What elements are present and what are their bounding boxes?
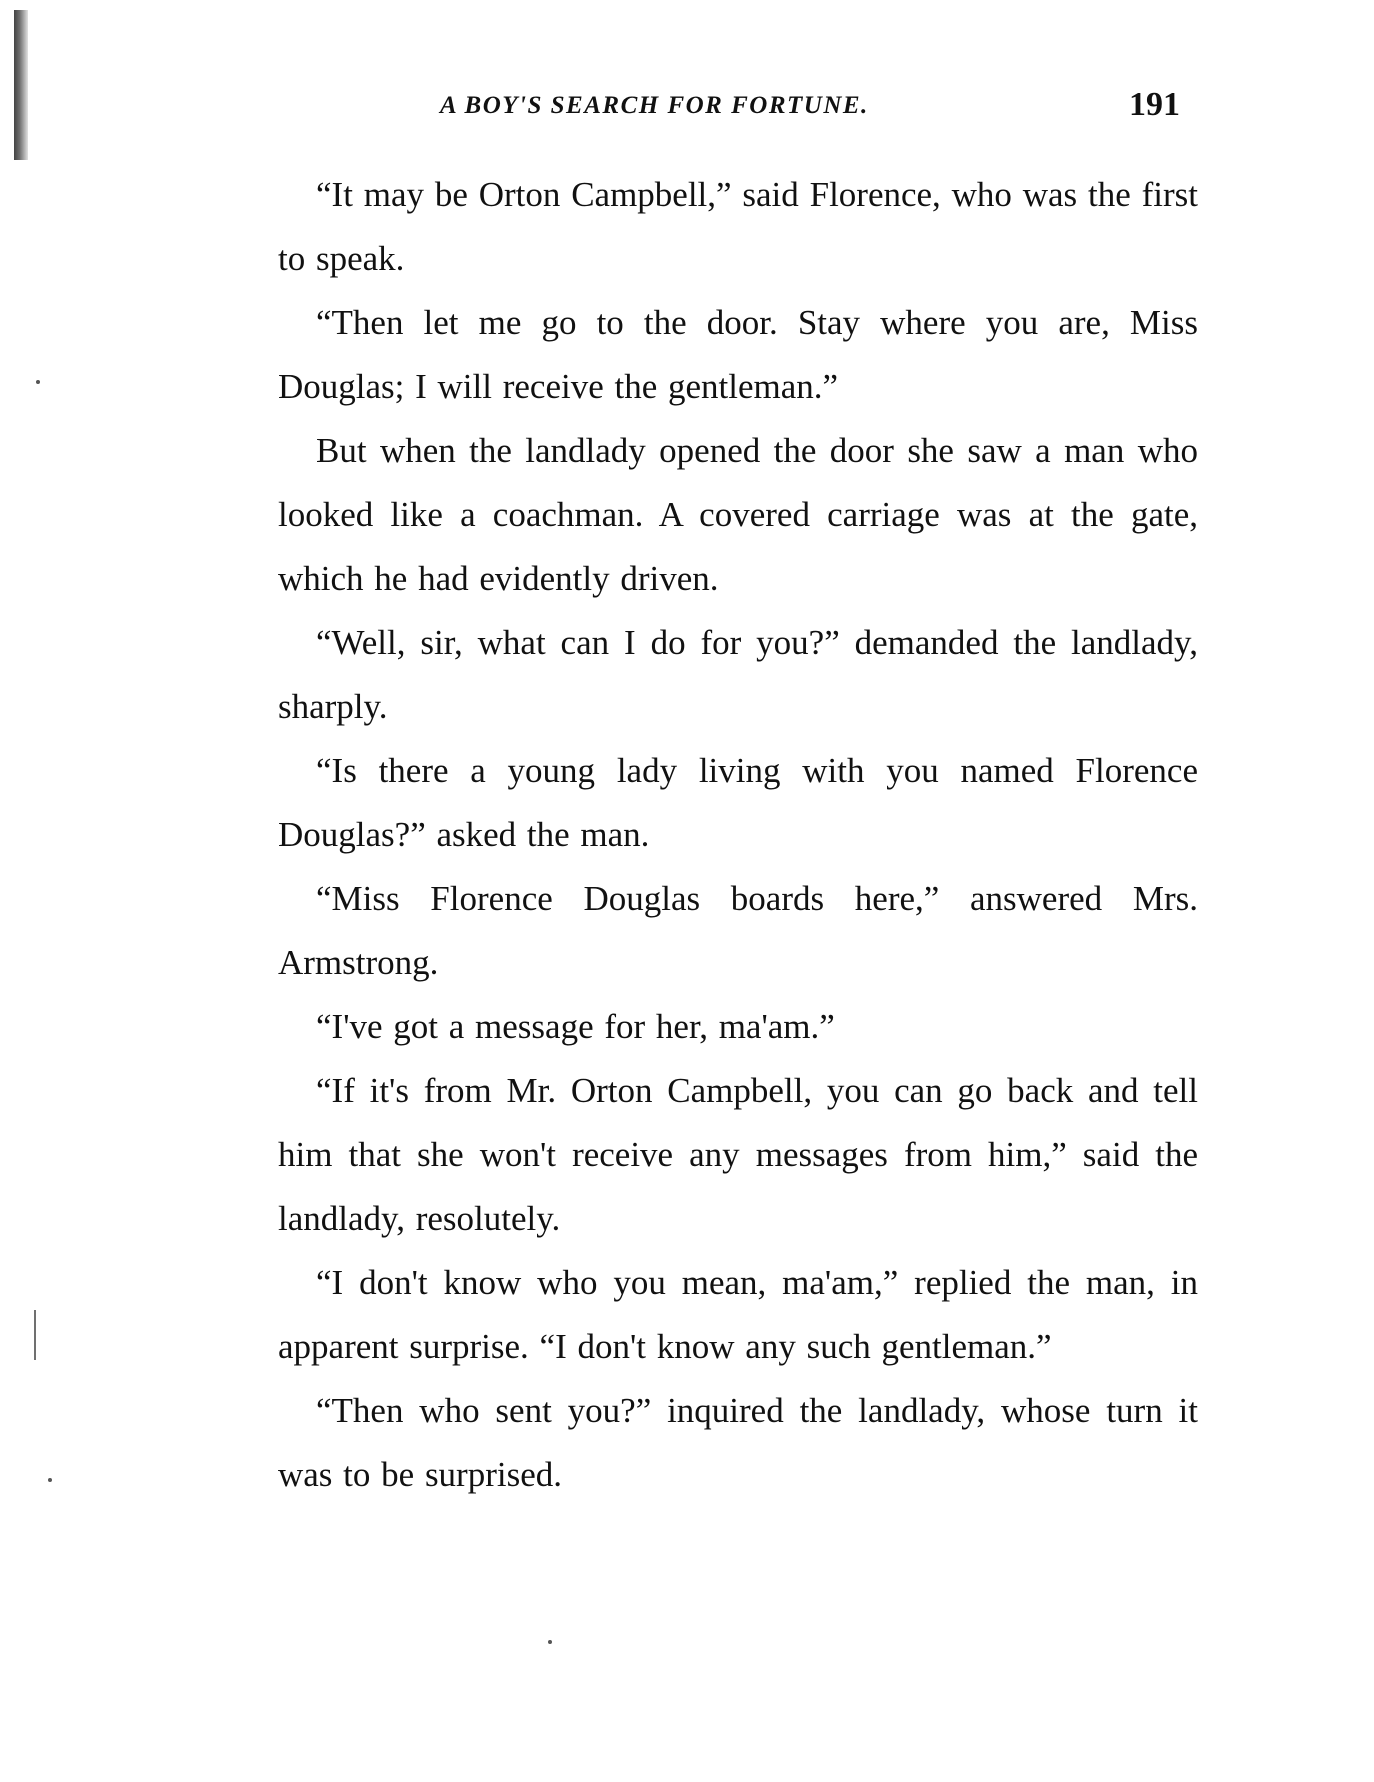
paragraph: “Then who sent you?” inquired the landlady, whose turn it was to be surprised.	[278, 1391, 1198, 1494]
body-text	[278, 163, 1198, 1507]
paragraph: “If it's from Mr. Orton Campbell, you can go back and tell him that she won't receive any messages from him,” said the landlady, resolutely.	[278, 1071, 1198, 1238]
ink-speck	[548, 1640, 552, 1644]
paragraph: “Is there a young lady living with you named Florence Douglas?” asked the man.	[278, 751, 1198, 854]
paragraph: “I don't know who you mean, ma'am,” replied the man, in apparent surprise. “I don't know any such gentleman.”	[278, 1263, 1198, 1366]
ink-speck	[36, 380, 40, 384]
paragraph: “Well, sir, what can I do for you?” demanded the landlady, sharply.	[278, 623, 1198, 726]
page-number: 191	[1129, 86, 1180, 123]
margin-mark	[34, 1310, 36, 1360]
binding-shadow	[14, 10, 28, 160]
running-title: A BOY'S SEARCH FOR FORTUNE.	[440, 92, 869, 119]
paragraph: “Then let me go to the door. Stay where you are, Miss Douglas; I will receive the gentleman.”	[278, 303, 1198, 406]
paragraph: But when the landlady opened the door she saw a man who looked like a coachman. A covered carriage was at the gate, which he had evidently driven.	[278, 431, 1198, 598]
paragraph: “Miss Florence Douglas boards here,” answered Mrs. Armstrong.	[278, 879, 1198, 982]
paragraph: “It may be Orton Campbell,” said Florence, who was the first to speak.	[278, 175, 1198, 278]
paragraph: “I've got a message for her, ma'am.”	[316, 1007, 835, 1046]
ink-speck	[48, 1478, 52, 1482]
page-header	[440, 86, 1180, 130]
